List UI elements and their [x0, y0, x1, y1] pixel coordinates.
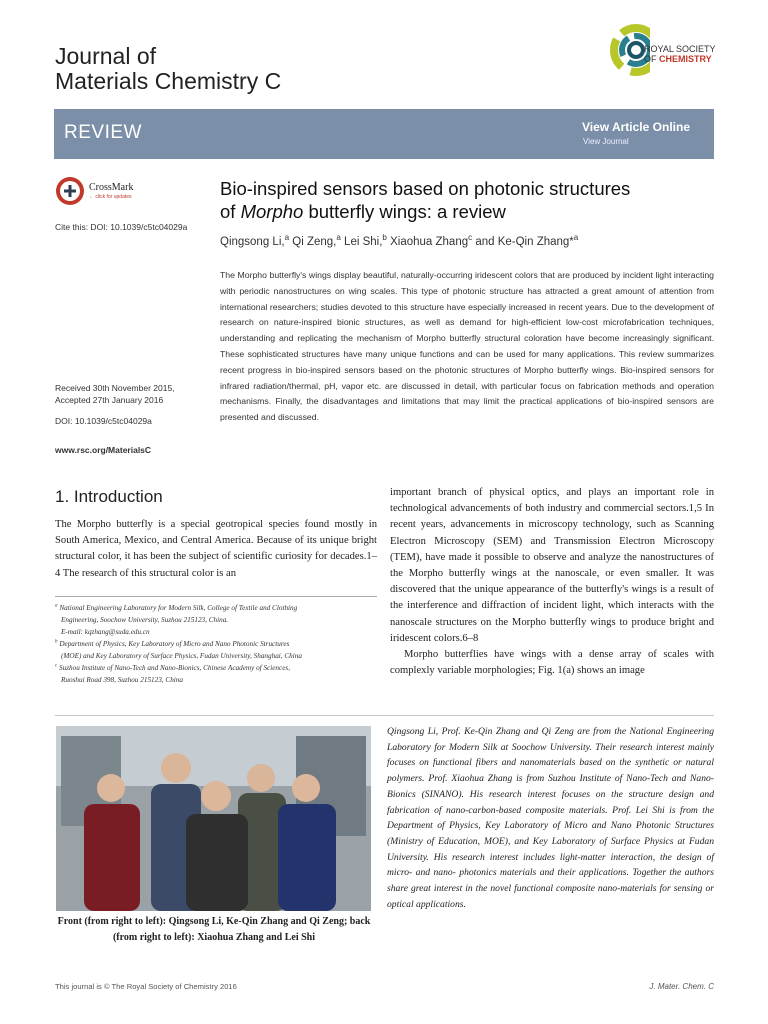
author-photo-illustration [56, 726, 371, 911]
journal-title-line2: Materials Chemistry C [55, 68, 282, 94]
author-name[interactable]: Qi Zeng, [289, 236, 337, 248]
journal-abbreviation-footer: J. Mater. Chem. C [649, 982, 714, 991]
footnote-c-line2: Ruoshui Road 398, Suzhou 215123, China [61, 676, 183, 684]
author-group-photo [56, 726, 371, 911]
author-biography: Qingsong Li, Prof. Ke-Qin Zhang and Qi Zeng are from the National Engineering Laboratory for Modern Silk at Soochow University. Their research interest mainly focuses on functional fibers and nanomaterials based on the synthetic or natural polymers. Prof. Xiaohua Zhang is from Suzhou Institute of Nano-Tech and Nano-Bionics (SINANO). His research interest focuses on the structure design and fabrication of nano-carbon-based composite materials. Prof. Lei Shi is from the Department of Physics, Key Laboratory of Micro and Nano Photonic Structures (Ministry of Education, MOE), and Key Laboratory of Surface Physics at Fudan University. His research interest includes light-matter interaction, the design of micro- and nano- photonics materials and their applications. Together the authors share great interest in the novel functional composite nano-materials for sensing or optical applications. [387, 726, 714, 910]
crossmark-badge[interactable] [55, 176, 195, 212]
photo-caption: Front (from right to left): Qingsong Li, Ke-Qin Zhang and Qi Zeng; back (from right to left): Xiaohua Zhang and Lei Shi [57, 916, 371, 943]
footnote-a-email[interactable]: E-mail: kqzhang@suda.edu.cn [61, 628, 150, 636]
rsc-logo-text [644, 44, 716, 64]
view-journal-link[interactable]: View Journal [583, 137, 629, 146]
bio-divider [55, 715, 714, 716]
intro-paragraph-right-1: important branch of physical optics, and plays an important role in technological advancements of both industry and commercial sectors.1,5 In recent years, advancements in microscopy technology, such as Scanning Electron Microscopy (SEM) and Transmission Electron Microscopy (TEM), have made it possible to observe and analyze the nanostructures of the Morpho butterfly wings at the nanoscale, or even smaller. It was discovered that the unique appearance of the butterfly's wings is a result of the interference and diffraction of incident light, which interacts with the nanoscale structures on the Morpho butterfly wings to produce bright and iridescent colors.6–8 [390, 487, 714, 644]
intro-paragraph-left: The Morpho butterfly is a special geotropical species found mostly in South America, Mexico, and Central America. Because of its unique bright structural color, it has been the subject of scientific curiosity for decades.1–4 The research of this structural color is an [55, 519, 377, 579]
view-article-online-link[interactable]: View Article Online [581, 120, 690, 134]
section-heading-introduction: 1. Introduction [55, 487, 163, 506]
crossmark-icon [55, 176, 85, 206]
intro-column-right [390, 485, 714, 679]
article-type-banner [54, 109, 714, 159]
copyright-footer: This journal is © The Royal Society of Chemistry 2016 [55, 982, 237, 991]
doi: DOI: 10.1039/c5tc04029a [55, 416, 152, 426]
article-title-line1: Bio-inspired sensors based on photonic structures [220, 178, 631, 199]
intro-paragraph-right-2: Morpho butterflies have wings with a dense array of scales with complexly variable morphologies; Fig. 1(a) shows an image [390, 649, 714, 677]
abstract: The Morpho butterfly's wings display beautiful, naturally-occurring iridescent colors that are produced by incident light interacting with periodic nanostructures on wing scales. This type of photonic structure has attracted a great amount of attention from international researchers; studies devoted to this structure have especially increased in recent years. Due to the development of research on nature-inspired bionic structures, as well as demand for high-efficient low-cost microfabrication techniques, understanding and replicating the mechanism of Morpho butterfly structural coloration have become increasingly significant. These sophisticated structures have many unique functions and can be used for many applications. This review summarizes recent progress in bio-inspired sensors based on the photonic structures of Morpho butterfly wings. Bio-inspired sensors for infrared radiation/thermal, pH, vapor etc. are discussed in detail, with particular focus on fabrication methods and operation mechanisms. Finally, the disadvantages and limitations that may limit the practical applications of bio-inspired sensors are presented and discussed. [220, 270, 714, 423]
affiliation-footnotes [55, 602, 377, 686]
cite-this: Cite this: DOI: 10.1039/c5tc04029a [55, 222, 188, 232]
rsc-logo-line1: ROYAL SOCIETY [644, 44, 716, 54]
crossmark-label: CrossMark [89, 182, 134, 193]
footnote-a: $^a$ National Engineering Laboratory for Modern Silk, College of Textile and Clothing [55, 603, 298, 612]
received-date: Received 30th November 2015, [55, 383, 175, 393]
accepted-date: Accepted 27th January 2016 [55, 395, 164, 405]
article-title-line2: of Morpho butterfly wings: a review [220, 201, 506, 222]
rsc-logo[interactable] [610, 20, 720, 86]
crossmark-sublabel: ← click for updates [89, 194, 132, 200]
article-title [220, 177, 720, 223]
footnote-divider [55, 596, 377, 597]
author-name[interactable]: Qingsong Li, [220, 236, 285, 248]
footnote-b-line2: (MOE) and Key Laboratory of Surface Physics, Fudan University, Shanghai, China [61, 652, 302, 660]
footnote-a-line2: Engineering, Soochow University, Suzhou 215123, China. [61, 616, 229, 624]
journal-website-link[interactable]: www.rsc.org/MaterialsC [55, 445, 152, 455]
author-name[interactable]: Xiaohua Zhang [386, 236, 469, 248]
author-name[interactable]: Lei Shi, [340, 236, 383, 248]
footnote-b: $^b$ Department of Physics, Key Laboratory of Micro and Nano Photonic Structures [55, 639, 290, 648]
author-name[interactable]: and Ke-Qin Zhang* [472, 236, 574, 248]
rsc-logo-line2: OF CHEMISTRY [644, 54, 712, 64]
journal-title-line1: Journal of [55, 43, 157, 69]
journal-title [55, 44, 281, 94]
article-type-label: REVIEW [64, 122, 142, 143]
footnote-c: $^c$ Suzhou Institute of Nano-Tech and Nano-Bionics, Chinese Academy of Sciences, [55, 663, 290, 672]
author-list: Qingsong Li,$^a$ Qi Zeng,$^a$ Lei Shi,$^b$ Xiaohua Zhang$^c$ and Ke-Qin Zhang*$^a$ [220, 233, 579, 248]
